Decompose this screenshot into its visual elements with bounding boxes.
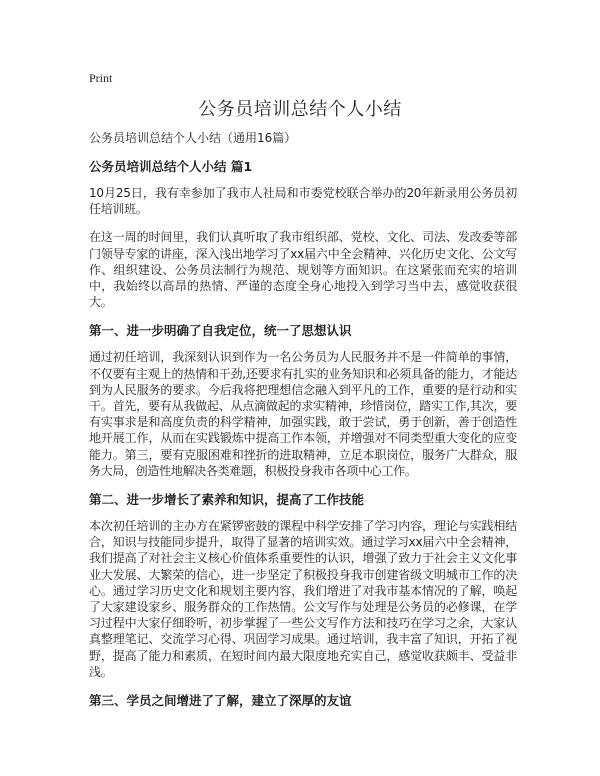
document-title: 公务员培训总结个人小结: [198, 99, 402, 120]
paragraph: 在这一周的时间里，我们认真听取了我市组织部、党校、文化、司法、发改委等部门领导专家的讲座，深入浅出地学习了xx届六中全会精神、兴化历史文化、公文写作、组织建设、公务员法制行为规范、规划等方面知识。在这紧张而充实的培训中，我始终以高昂的热情、严谨的态度全身心地投入到学习当中去，感觉收获很大。: [89, 230, 517, 310]
section-heading: 公务员培训总结个人小结 篇1: [89, 159, 253, 174]
section-heading: 第一、进一步明确了自我定位，统一了思想认识: [89, 323, 352, 339]
paragraph: 10月25日，我有幸参加了我市人社局和市委党校联合举办的20年新录用公务员初任培训班。: [89, 186, 517, 217]
section-heading: 第三、学员之间增进了了解，建立了深厚的友谊: [89, 693, 352, 709]
document-body: [89, 130, 517, 719]
print-link[interactable]: Print: [89, 71, 113, 85]
document-subtitle: 公务员培训总结个人小结（通用16篇）: [89, 131, 297, 145]
paragraph: 通过初任培训，我深刻认识到作为一名公务员为人民服务并不是一件简单的事情，不仅要有主观上的热情和干劲,还要求有扎实的业务知识和必须具备的能力，才能达到为人民服务的要求。今后我将把理想信念融入到平凡的工作，重要的是行动和实干。首先，要有从我做起、从点滴做起的求实精神，珍惜岗位，踏实工作,其次，要有实事求是和高度负责的科学精神，加强实践，敢于尝试，勇于创新，善于创造性地开展工作，从而在实践锻炼中提高工作本领，并增强对不同类型重大变化的应变能力。第三，要有克服困难和挫折的进取精神，立足本职岗位，服务广大群众，服务大局，创造性地解决各类难题，积极投身我市各项中心工作。: [89, 350, 517, 478]
section-heading: 第二、进一步增长了素养和知识，提高了工作技能: [89, 492, 365, 508]
paragraph: 本次初任培训的主办方在紧锣密鼓的课程中科学安排了学习内容，理论与实践相结合，知识与技能同步提升，取得了显著的培训实效。通过学习xx届六中全会精神，我们提高了对社会主义核心价值体系重要性的认识，增强了致力于社会主义文化事业大发展、大繁荣的信心，进一步坚定了积极投身我市创建省级文明城市工作的决心。通过学习历史文化和规划主要内容，我们增进了对我市基本情况的了解，唤起了大家建设家乡、服务群众的工作热情。公文写作与处理是公务员的必修课，在学习过程中大家仔细聆听，初步掌握了一些公文写作方法和技巧在学习之余，大家认真整理笔记、交流学习心得、巩固学习成果。通过培训，我丰富了知识，开拓了视野，提高了能力和素质，在短时间内最大限度地充实自己，感觉收获颇丰、受益非浅。: [89, 519, 517, 679]
